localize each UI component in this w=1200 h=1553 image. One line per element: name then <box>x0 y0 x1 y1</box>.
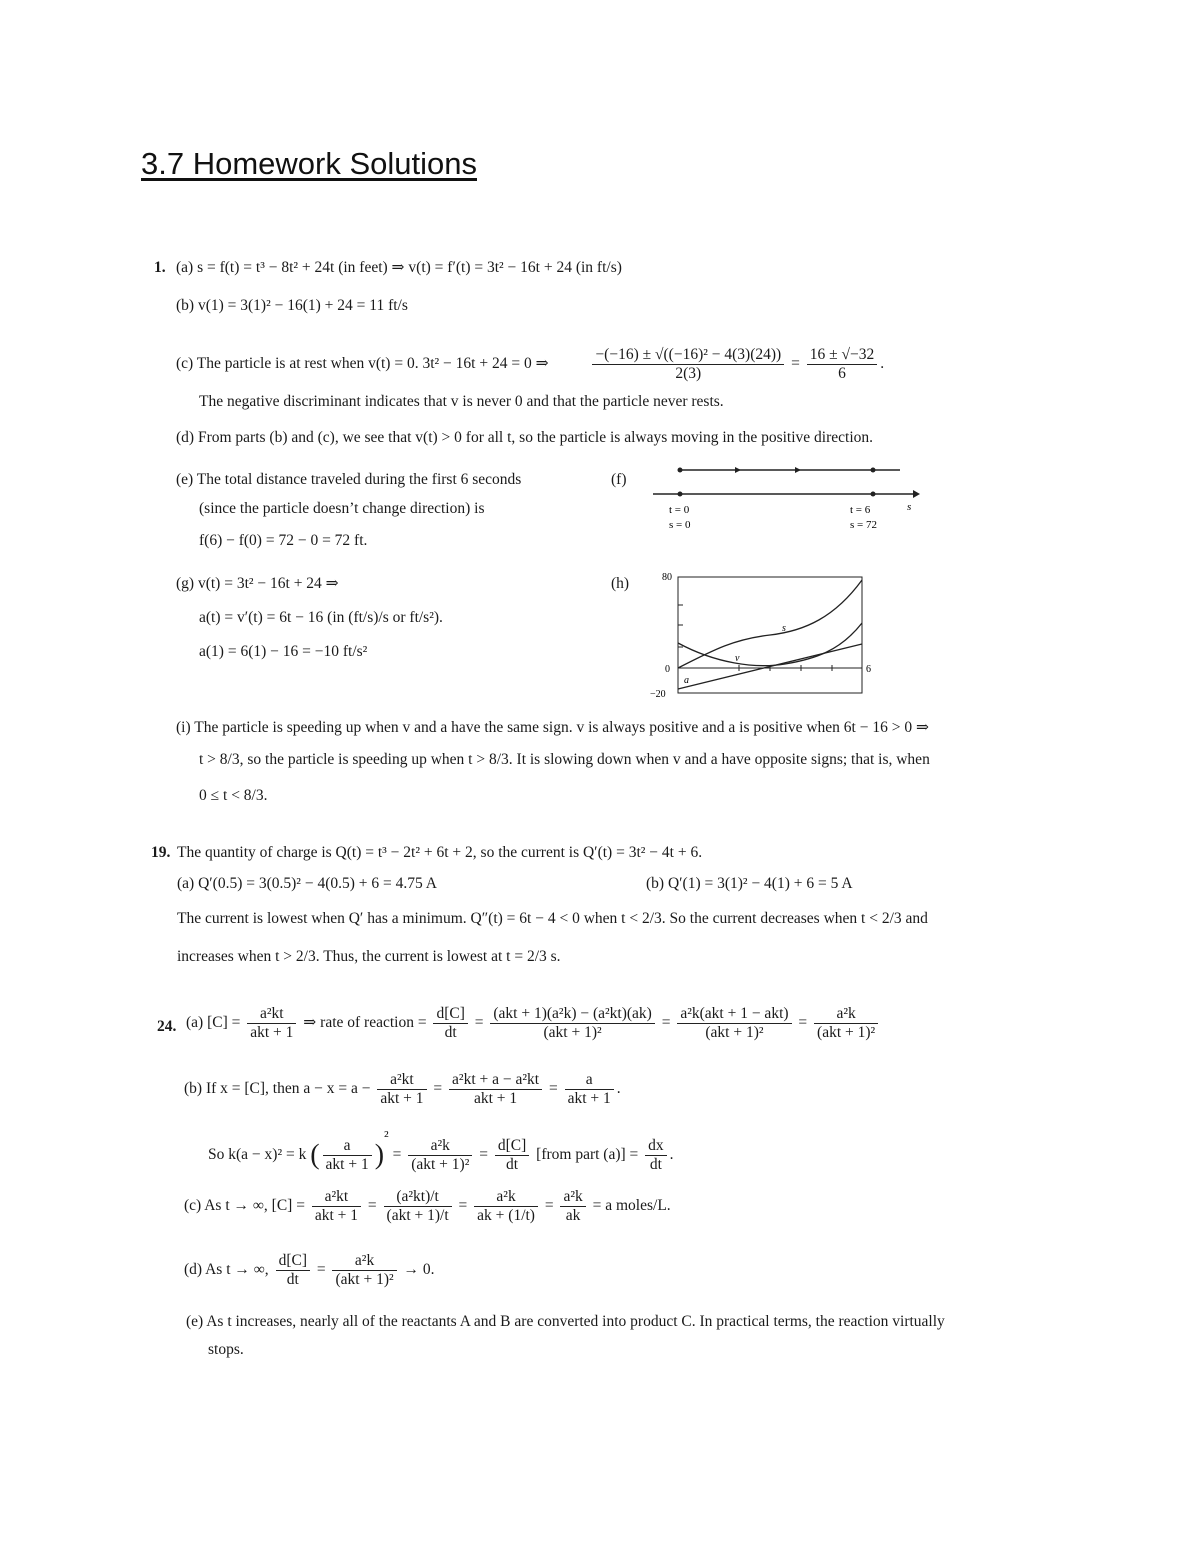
motion-end-dot <box>871 468 876 473</box>
p24a-frac4 <box>677 1005 791 1042</box>
num: a²k <box>408 1137 472 1156</box>
motion-diagram <box>645 458 935 538</box>
den: (akt + 1)² <box>705 1024 764 1041</box>
den: (akt + 1)² <box>335 1271 394 1288</box>
num: a²k(akt + 1 − akt) <box>677 1005 791 1024</box>
problem-1b: (b) v(1) = 3(1)² − 16(1) + 24 = 11 ft/s <box>176 297 408 314</box>
num: a²kt <box>247 1005 296 1024</box>
equals-sign: = <box>474 1014 484 1032</box>
p24b2-frac4 <box>645 1137 667 1174</box>
p24d-frac2 <box>332 1252 396 1289</box>
problem-19c-line2: increases when t > 2/3. Thus, the current is lowest at t = 2/3 s. <box>177 948 561 965</box>
den: akt + 1 <box>473 1090 518 1107</box>
quadratic-denominator: 2(3) <box>675 365 702 382</box>
curve-label-v: v <box>735 653 740 664</box>
den: (akt + 1)² <box>543 1024 602 1041</box>
p24c-lead: (c) As t → ∞, [C] = <box>184 1197 305 1215</box>
num: a <box>565 1071 614 1090</box>
problem-1i-line1: (i) The particle is speeding up when v and a have the same sign. v is always positive and a is positive when 6t − 16 > 0 ⇒ <box>176 719 929 736</box>
den: (akt + 1)/t <box>386 1207 449 1224</box>
graph-y-label-0: 0 <box>665 664 670 675</box>
problem-19c-line1: The current is lowest when Q′ has a minimum. Q″(t) = 6t − 4 < 0 when t < 2/3. So the current decreases when t < 2/3 and <box>177 910 928 927</box>
position-start-dot <box>678 492 683 497</box>
den: akt + 1 <box>250 1024 294 1041</box>
label-t0: t = 0 <box>669 504 690 516</box>
problem-1c-note: The negative discriminant indicates that v is never 0 and that the particle never rests. <box>199 393 724 410</box>
num: a²k <box>814 1005 878 1024</box>
problem-1c <box>176 346 884 383</box>
p24c-frac3 <box>474 1188 538 1225</box>
equals-sign: = <box>661 1014 671 1032</box>
equals-sign: = <box>544 1197 554 1215</box>
motion-start-dot <box>678 468 683 473</box>
p24d-frac1 <box>276 1252 310 1289</box>
label-s0: s = 0 <box>669 519 691 531</box>
problem-24b-line2 <box>208 1127 674 1174</box>
p24a-frac5 <box>814 1005 878 1042</box>
period: . <box>616 1080 621 1098</box>
problem-1i-line3: 0 ≤ t < 8/3. <box>199 787 268 804</box>
graph-y-label-neg20: −20 <box>650 689 666 700</box>
den: dt <box>286 1271 299 1288</box>
equals-sign: = <box>548 1080 558 1098</box>
p24a-mid: ⇒ rate of reaction = <box>303 1014 427 1032</box>
equals-sign: = <box>798 1014 808 1032</box>
p24d-end: → 0. <box>403 1261 435 1279</box>
den: akt + 1 <box>567 1090 611 1107</box>
den: (akt + 1)² <box>817 1024 876 1041</box>
motion-arrow <box>735 467 741 473</box>
position-axis-label: s <box>907 501 912 513</box>
problem-19b: (b) Q′(1) = 3(1)² − 4(1) + 6 = 5 A <box>646 875 853 892</box>
den: ak + (1/t) <box>477 1207 535 1224</box>
problem-19-number: 19. <box>151 844 171 861</box>
p24b-frac1 <box>377 1071 426 1108</box>
problem-24c <box>184 1188 671 1225</box>
graph-x-label-6: 6 <box>866 664 871 675</box>
problem-1e-line3: f(6) − f(0) = 72 − 0 = 72 ft. <box>199 532 368 549</box>
problem-1e-line1: (e) The total distance traveled during the first 6 seconds <box>176 471 522 488</box>
p24c-frac2 <box>384 1188 452 1225</box>
curve-label-s: s <box>782 623 786 634</box>
num: d[C] <box>276 1252 310 1271</box>
simplified-fraction <box>807 346 878 383</box>
position-end-dot <box>871 492 876 497</box>
equals-sign: = <box>316 1261 326 1279</box>
problem-1c-text: (c) The particle is at rest when v(t) = 0. 3t² − 16t + 24 = 0 ⇒ <box>176 355 549 373</box>
den: akt + 1 <box>325 1155 369 1173</box>
velocity-curve <box>678 623 862 666</box>
num: (akt + 1)(a²k) − (a²kt)(ak) <box>490 1005 654 1024</box>
equals-sign: = <box>791 355 800 373</box>
p24b2-frac3 <box>495 1137 529 1174</box>
problem-24-number: 24. <box>157 1018 177 1035</box>
problem-19a: (a) Q′(0.5) = 3(0.5)² − 4(0.5) + 6 = 4.75 A <box>177 875 437 892</box>
den: dt <box>444 1024 457 1041</box>
p24b2-frac1 <box>323 1137 372 1174</box>
den: ak <box>565 1207 581 1224</box>
den: (akt + 1)² <box>411 1155 470 1173</box>
problem-1-number: 1. <box>154 259 166 276</box>
num: a²k <box>474 1188 538 1207</box>
open-paren: ( <box>310 1139 320 1171</box>
curve-label-a: a <box>684 675 689 686</box>
problem-1g-line3: a(1) = 6(1) − 16 = −10 ft/s² <box>199 643 368 660</box>
close-paren: ) <box>374 1139 385 1171</box>
problem-24e-line2: stops. <box>208 1341 244 1358</box>
num: d[C] <box>495 1137 529 1156</box>
p24b2-frac2 <box>408 1137 472 1174</box>
num: a <box>323 1137 372 1156</box>
problem-1e-line2: (since the particle doesn’t change direction) is <box>199 500 485 517</box>
period: . <box>880 355 885 373</box>
equals-sign: = <box>392 1146 402 1163</box>
position-axis-arrow <box>913 490 920 498</box>
den: dt <box>506 1155 519 1173</box>
num: a²kt <box>312 1188 361 1207</box>
p24b2-lead: So k(a − x)² = k <box>208 1146 307 1163</box>
problem-1a: (a) s = f(t) = t³ − 8t² + 24t (in feet) ⇒ v(t) = f′(t) = 3t² − 16t + 24 (in ft/s) <box>176 259 622 276</box>
quadratic-formula-fraction <box>592 346 784 383</box>
p24a-frac1 <box>247 1005 296 1042</box>
acceleration-line <box>678 644 862 689</box>
label-t6: t = 6 <box>850 504 871 516</box>
problem-1h-label: (h) <box>611 575 630 592</box>
den: akt + 1 <box>380 1090 424 1107</box>
quadratic-numerator: −(−16) ± √((−16)² − 4(3)(24)) <box>592 346 784 365</box>
equals-sign: = <box>479 1146 488 1163</box>
den: akt + 1 <box>314 1207 359 1224</box>
p24c-end: = a moles/L. <box>592 1197 671 1215</box>
motion-arrow <box>795 467 801 473</box>
num: a²kt <box>377 1071 426 1090</box>
p24c-frac1 <box>312 1188 361 1225</box>
p24a-lead: (a) [C] = <box>186 1014 241 1032</box>
problem-1i-line2: t > 8/3, so the particle is speeding up when t > 8/3. It is slowing down when v and a have opposite signs; that is, when <box>199 751 930 768</box>
p24b-frac2 <box>449 1071 542 1108</box>
problem-1d: (d) From parts (b) and (c), we see that v(t) > 0 for all t, so the particle is always moving in the positive direction. <box>176 429 874 446</box>
den: dt <box>649 1155 662 1173</box>
problem-24d <box>184 1252 435 1289</box>
equals-sign: = <box>367 1197 377 1215</box>
num: a²k <box>560 1188 585 1207</box>
problem-1g-line1: (g) v(t) = 3t² − 16t + 24 ⇒ <box>176 575 339 592</box>
p24b-lead: (b) If x = [C], then a − x = a − <box>184 1080 371 1098</box>
problem-1g-line2: a(t) = v′(t) = 6t − 16 (in (ft/s)/s or ft/s²). <box>199 609 443 626</box>
square-exponent: ² <box>384 1128 389 1145</box>
num: a²kt + a − a²kt <box>449 1071 542 1090</box>
simplified-numerator: 16 ± √−32 <box>807 346 878 365</box>
p24b-frac3 <box>565 1071 614 1108</box>
p24d-lead: (d) As t → ∞, <box>184 1261 269 1279</box>
simplified-denominator: 6 <box>838 365 846 382</box>
page-title: 3.7 Homework Solutions <box>141 146 477 181</box>
p24c-frac4 <box>560 1188 585 1225</box>
problem-24a <box>186 1005 881 1042</box>
problem-24e-line1: (e) As t increases, nearly all of the reactants A and B are converted into product C. In practical terms, the reaction virtually <box>186 1313 945 1330</box>
num: (a²kt)/t <box>384 1188 452 1207</box>
num: d[C] <box>433 1005 467 1024</box>
num: dx <box>645 1137 667 1156</box>
graph-y-label-80: 80 <box>662 572 672 583</box>
p24a-frac3 <box>490 1005 654 1042</box>
label-s72: s = 72 <box>850 519 877 531</box>
problem-1f-label: (f) <box>611 471 627 488</box>
problem-19-line1: The quantity of charge is Q(t) = t³ − 2t² + 6t + 2, so the current is Q′(t) = 3t² − 4t + 6. <box>177 844 703 861</box>
equals-sign: = <box>458 1197 468 1215</box>
graph-s-v-a <box>645 565 885 703</box>
p24b2-mid: [from part (a)] = <box>536 1146 639 1163</box>
equals-sign: = <box>433 1080 443 1098</box>
num: a²k <box>332 1252 396 1271</box>
problem-24b <box>184 1071 621 1108</box>
p24a-frac2 <box>433 1005 467 1042</box>
period: . <box>669 1146 674 1163</box>
